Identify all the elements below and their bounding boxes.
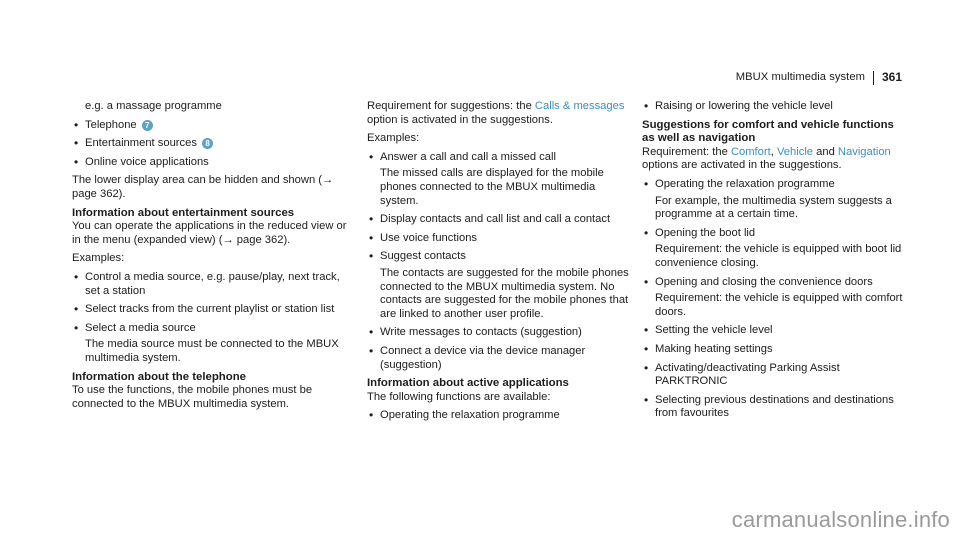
list-item [642, 362, 904, 389]
list-item [642, 276, 904, 320]
list-item [642, 100, 904, 114]
list-item-text: Opening the boot lid [655, 226, 756, 239]
list-item-text: Activating/deactivating Parking Assist PARKTRONIC [655, 361, 840, 388]
vehicle-link[interactable]: Vehicle [776, 145, 814, 158]
section-heading: Information about the telephone [72, 370, 247, 383]
comfort-link[interactable]: Comfort [730, 145, 771, 158]
list-item [367, 151, 629, 208]
intro-text: e.g. a massage programme [85, 100, 222, 112]
list-item-detail: For example, the multimedia system suggests a programme at a certain time. [655, 194, 892, 221]
list-item [642, 324, 904, 338]
examples-label: Examples: [367, 132, 420, 145]
list-item-detail: The missed calls are displayed for the mobile phones connected to the MBUX multimedia system. [380, 167, 604, 207]
column-right [642, 100, 904, 426]
requirement-suffix: option is activated in the suggestions. [367, 113, 553, 126]
requirement-text [367, 100, 629, 127]
list-item-text: Answer a call and call a missed call [380, 150, 556, 163]
navigation-link[interactable]: Navigation [837, 145, 891, 158]
section-heading: Information about active applications [367, 377, 569, 390]
list-item [642, 227, 904, 271]
list-item-text: Making heating settings [655, 342, 773, 355]
list-item-text: Opening and closing the convenience doors [655, 275, 873, 288]
paragraph: You can operate the applications in the reduced view or in the menu (expanded view) (→ page 362). [72, 220, 347, 246]
list-item [72, 322, 350, 366]
list-item-detail: The contacts are suggested for the mobile phones connected to the MBUX multimedia system. No contacts are suggested for the mobile phones that are linked to another user profile. [380, 266, 629, 320]
list-item-text: Display contacts and call list and call a contact [380, 213, 611, 226]
list-item [367, 409, 629, 423]
list-item [72, 156, 350, 170]
list-item-detail: The media source must be connected to the MBUX multimedia system. [85, 338, 339, 364]
header-title: MBUX multimedia system [735, 71, 865, 84]
list-item-text: Selecting previous destinations and destinations from favourites [655, 393, 894, 420]
list-item [367, 326, 629, 340]
calls-messages-link[interactable]: Calls & messages [534, 100, 625, 112]
separator: , [770, 145, 777, 158]
list-item [72, 303, 350, 317]
list-item [367, 213, 629, 227]
paragraph: To use the functions, the mobile phones must be connected to the MBUX multimedia system. [72, 384, 313, 410]
list-item-text: Select tracks from the current playlist or station list [85, 303, 335, 316]
examples-label: Examples: [72, 252, 125, 265]
column-middle [367, 100, 629, 428]
list-item [367, 345, 629, 372]
column-left [72, 100, 350, 411]
list-item-text: Operating the relaxation programme [380, 409, 560, 422]
requirement-prefix: Requirement for suggestions: the [367, 100, 535, 112]
list-item-text: Connect a device via the device manager (suggestion) [380, 344, 586, 371]
requirement-prefix: Requirement: the [642, 145, 731, 158]
list-item-detail: Requirement: the vehicle is equipped with comfort doors. [655, 292, 903, 318]
list-item-text: Control a media source, e.g. pause/play, next track, set a station [85, 270, 340, 297]
paragraph: The lower display area can be hidden and shown (→ page 362). [72, 174, 334, 200]
list-item [367, 250, 629, 321]
list-item [72, 271, 350, 298]
separator: and [813, 145, 838, 158]
header-divider [873, 71, 874, 85]
page-header [736, 71, 902, 85]
list-item [642, 178, 904, 222]
list-item-text: Entertainment sources [85, 137, 197, 150]
paragraph: The following functions are available: [367, 390, 551, 403]
list-item [367, 232, 629, 246]
list-item [72, 119, 350, 133]
list-item-text: Select a media source [85, 321, 196, 334]
list-item-text: Write messages to contacts (suggestion) [380, 326, 582, 339]
list-item-text: Telephone [85, 118, 137, 131]
section-heading: Suggestions for comfort and vehicle functions as well as navigation [642, 118, 894, 145]
callout-badge: 7 [142, 120, 153, 131]
list-item-text: Suggest contacts [380, 250, 466, 263]
list-item [642, 394, 904, 421]
list-item-detail: Requirement: the vehicle is equipped with boot lid convenience closing. [655, 243, 902, 269]
callout-badge: 8 [202, 138, 213, 149]
watermark: carmanualsonline.info [731, 507, 950, 533]
list-item-text: Operating the relaxation programme [655, 177, 835, 190]
list-item-text: Online voice applications [85, 155, 209, 168]
page-number: 361 [881, 70, 902, 85]
list-item-text: Raising or lowering the vehicle level [655, 100, 833, 112]
section-heading: Information about entertainment sources [72, 206, 295, 219]
requirement-text [642, 146, 904, 173]
list-item [72, 137, 350, 151]
list-item-text: Use voice functions [380, 231, 478, 244]
list-item [642, 343, 904, 357]
requirement-suffix: options are activated in the suggestions. [642, 159, 842, 172]
list-item-text: Setting the vehicle level [655, 324, 773, 337]
